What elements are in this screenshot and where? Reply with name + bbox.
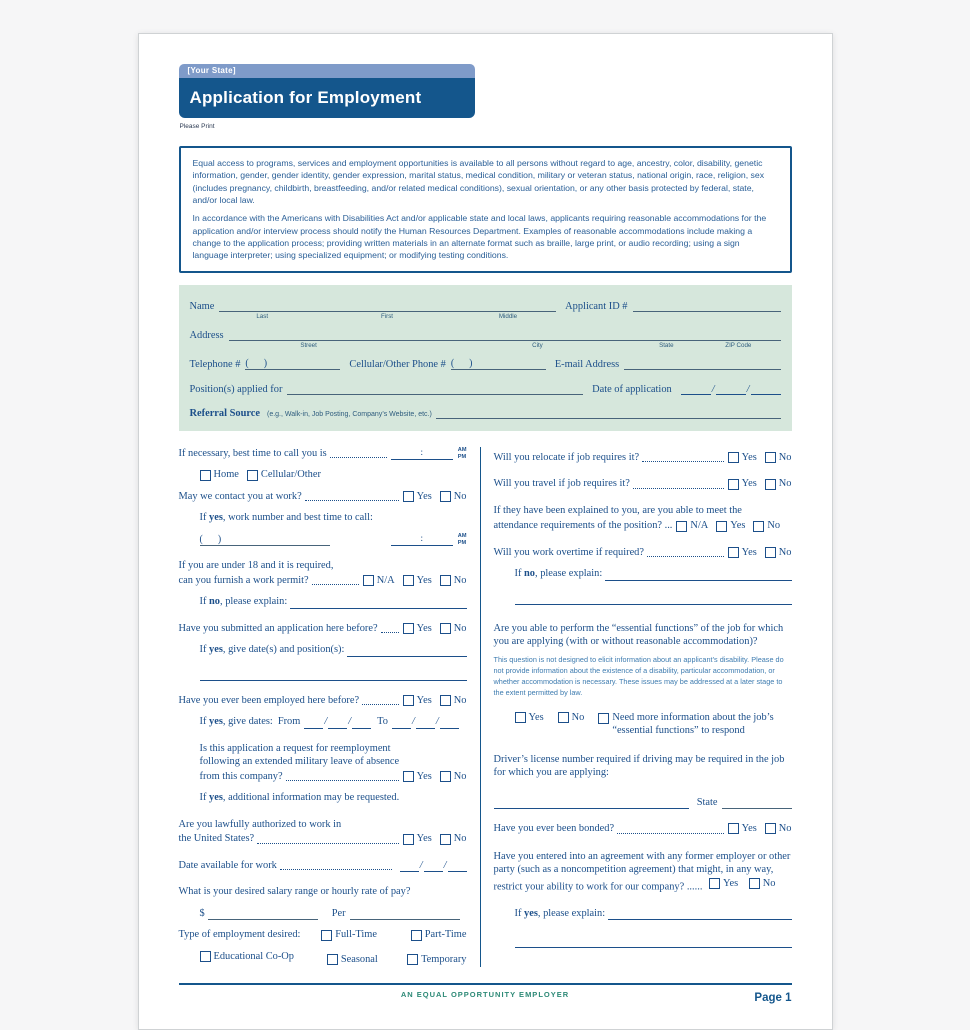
date-yy[interactable] bbox=[440, 716, 459, 729]
checkbox-icon[interactable] bbox=[765, 452, 776, 463]
option-label: No bbox=[767, 520, 781, 532]
checkbox-icon[interactable] bbox=[407, 954, 418, 965]
dotted-leader bbox=[330, 457, 387, 458]
checkbox-icon[interactable] bbox=[765, 547, 776, 558]
option-label: N/A bbox=[376, 574, 395, 586]
checkbox-icon[interactable] bbox=[440, 771, 451, 782]
option-yes[interactable] bbox=[709, 877, 738, 891]
option-label: No bbox=[778, 823, 792, 835]
pm-label: PM bbox=[457, 539, 467, 546]
checkbox-icon[interactable] bbox=[403, 834, 414, 845]
slash: / bbox=[443, 859, 447, 871]
applicant-id-field[interactable] bbox=[633, 300, 781, 312]
salary-field[interactable] bbox=[208, 908, 318, 920]
relocate-label: Will you relocate if job requires it? bbox=[493, 451, 640, 463]
equal-opportunity-text: AN EQUAL OPPORTUNITY EMPLOYER bbox=[400, 989, 570, 999]
bonded-label: Have you ever been bonded? bbox=[493, 823, 615, 835]
attendance-label: attendance requirements of the position? ... bbox=[493, 520, 673, 532]
to-label: To bbox=[377, 716, 388, 728]
option-no[interactable] bbox=[440, 770, 467, 784]
explain-field[interactable] bbox=[290, 596, 466, 609]
am-label: AM bbox=[457, 532, 467, 539]
lawful-line1: Are you lawfully authorized to work in bbox=[178, 818, 342, 830]
contact-work-label: May we contact you at work? bbox=[178, 490, 302, 502]
option-label: N/A bbox=[690, 520, 709, 532]
continuation-line[interactable] bbox=[200, 667, 467, 681]
option-cellular-other[interactable] bbox=[247, 468, 321, 482]
state-tab-label: [Your State] bbox=[187, 66, 236, 75]
option-na[interactable] bbox=[676, 519, 708, 533]
option-yes[interactable] bbox=[728, 477, 757, 491]
name-sub-first: First bbox=[380, 312, 394, 320]
continuation-line[interactable] bbox=[515, 934, 792, 948]
option-no[interactable] bbox=[765, 546, 792, 560]
option-yes[interactable] bbox=[716, 519, 745, 533]
page-title: Application for Employment bbox=[189, 88, 422, 107]
checkbox-icon[interactable] bbox=[753, 521, 764, 532]
if-yes-explain-row bbox=[515, 907, 792, 921]
travel-label: Will you travel if job requires it? bbox=[493, 478, 630, 490]
if-word: If bbox=[514, 568, 525, 580]
label-text: , work number and best time to call: bbox=[222, 512, 373, 524]
option-label: Educational Co-Op bbox=[213, 950, 295, 962]
equal-access-notice bbox=[179, 146, 792, 273]
notice-paragraph-1: Equal access to programs, services and employment opportunities is available to all persons without regard to age, ancestry, color, disability, genetic information, gender, gender identity, gender expression, marital status, medical condition, military or veteran status, national origin, race, religion, sex (includes pregnancy, childbirth, breastfeeding, and/or related medical conditions), sexual orientation, or any other basis protected by federal, state, and/or local law. bbox=[192, 158, 765, 206]
referral-field[interactable] bbox=[436, 407, 781, 419]
dotted-leader bbox=[381, 632, 399, 633]
option-yes[interactable] bbox=[403, 574, 432, 588]
yes-word: yes bbox=[209, 644, 223, 656]
option-label: No bbox=[762, 877, 776, 889]
checkbox-icon[interactable] bbox=[403, 575, 414, 586]
option-yes[interactable] bbox=[403, 622, 432, 636]
explain-field[interactable] bbox=[608, 907, 791, 920]
option-part-time[interactable] bbox=[411, 928, 467, 942]
name-field[interactable] bbox=[219, 300, 556, 320]
option-label: Part-Time bbox=[424, 929, 467, 941]
cellular-label: Cellular/Other Phone # bbox=[349, 358, 446, 370]
option-yes[interactable] bbox=[728, 451, 757, 465]
position-row bbox=[190, 382, 781, 395]
essential-options-row bbox=[515, 711, 792, 738]
referral-label: Referral Source bbox=[189, 407, 260, 419]
option-label: Yes bbox=[741, 451, 757, 463]
employment-type-row2 bbox=[179, 950, 467, 967]
submitted-before-label: Have you submitted an application here before? bbox=[178, 622, 378, 634]
option-no[interactable] bbox=[440, 622, 467, 636]
state-label: State bbox=[696, 796, 718, 808]
continuation-line[interactable] bbox=[515, 591, 792, 605]
date-dd[interactable] bbox=[424, 859, 443, 872]
referral-hint: (e.g., Walk-in, Job Posting, Company’s Website, etc.) bbox=[267, 410, 432, 418]
employed-before-label: Have you ever been employed here before? bbox=[178, 694, 360, 706]
colon: : bbox=[420, 447, 424, 458]
if-word: If bbox=[199, 644, 210, 656]
option-full-time[interactable] bbox=[321, 928, 403, 942]
option-label: Yes bbox=[416, 694, 432, 706]
option-label: No bbox=[453, 574, 467, 586]
option-label: Yes bbox=[741, 823, 757, 835]
option-label: Yes bbox=[730, 520, 746, 532]
drivers-license-question: Driver’s license number required if driving may be required in the job for which you are applying: bbox=[493, 753, 785, 779]
date-mm[interactable] bbox=[681, 382, 711, 395]
license-state-field[interactable] bbox=[722, 797, 792, 809]
option-seasonal[interactable] bbox=[327, 953, 399, 967]
checkbox-icon[interactable] bbox=[403, 771, 414, 782]
positions-field[interactable] bbox=[287, 383, 583, 395]
state-tab bbox=[179, 64, 475, 78]
to-date-field[interactable] bbox=[392, 715, 459, 729]
date-mm[interactable] bbox=[392, 716, 411, 729]
am-pm-label bbox=[458, 447, 467, 460]
yes-word: yes bbox=[209, 792, 223, 804]
dates-positions-field[interactable] bbox=[347, 644, 466, 657]
yes-word: yes bbox=[524, 907, 538, 919]
if-yes-additional-note bbox=[200, 791, 467, 805]
right-column bbox=[480, 447, 792, 967]
option-label: Cellular/Other bbox=[260, 469, 321, 481]
option-label: Yes bbox=[416, 833, 432, 845]
noncompete-label: Have you entered into an agreement with any former employer or other party (such as a noncompetition agreement) that might, in any way, restrict your ability to work for our company? ...... bbox=[493, 850, 791, 892]
dotted-leader bbox=[647, 556, 724, 557]
under-18-question bbox=[179, 559, 467, 587]
dotted-leader bbox=[280, 869, 392, 870]
date-yy[interactable] bbox=[352, 716, 371, 729]
essential-functions-note: This question is not designed to elicit information about an applicant’s disability. Please do not provide information about the existence of a disability, particular accommodation, or whether accommodation is necessary. These issues may be addressed at a later stage to the extent permitted by law. bbox=[493, 654, 784, 697]
checkbox-icon[interactable] bbox=[247, 470, 258, 481]
dotted-leader bbox=[305, 500, 399, 501]
name-label: Name bbox=[189, 300, 215, 312]
date-dd[interactable] bbox=[716, 382, 746, 395]
checkbox-icon[interactable] bbox=[558, 712, 569, 723]
option-label: Need more information about the job’s “essential functions” to respond bbox=[612, 711, 774, 737]
address-sub-street: Street bbox=[300, 341, 317, 349]
option-no[interactable] bbox=[440, 490, 467, 504]
reemployment-label: from this company? bbox=[199, 770, 283, 782]
checkbox-icon[interactable] bbox=[403, 491, 414, 502]
option-label: Seasonal bbox=[340, 954, 378, 966]
option-label: No bbox=[453, 770, 467, 782]
slash: / bbox=[435, 716, 439, 728]
option-label: No bbox=[778, 451, 792, 463]
checkbox-icon[interactable] bbox=[765, 823, 776, 834]
from-label: From bbox=[277, 716, 301, 728]
label-text: , additional information may be requested. bbox=[222, 792, 400, 804]
if-yes-dates-row bbox=[200, 715, 467, 729]
questions-columns bbox=[179, 447, 792, 967]
address-row bbox=[189, 329, 781, 349]
option-label: No bbox=[453, 694, 467, 706]
checkbox-icon[interactable] bbox=[327, 954, 338, 965]
checkbox-icon[interactable] bbox=[440, 491, 451, 502]
attendance-line1: If they have been explained to you, are you able to meet the bbox=[493, 504, 742, 516]
option-yes[interactable] bbox=[403, 490, 432, 504]
if-word: If bbox=[199, 596, 210, 608]
option-temporary[interactable] bbox=[407, 953, 466, 967]
checkbox-icon[interactable] bbox=[515, 712, 526, 723]
date-dd[interactable] bbox=[416, 716, 435, 729]
footer bbox=[179, 989, 792, 1011]
label-text: , please explain: bbox=[535, 568, 603, 580]
reemployment-line3 bbox=[200, 770, 467, 784]
date-dd[interactable] bbox=[328, 716, 347, 729]
option-label: No bbox=[778, 546, 792, 558]
label-text: , give date(s) and position(s): bbox=[222, 644, 345, 656]
if-word: If bbox=[199, 512, 210, 524]
work-number-row bbox=[200, 533, 467, 546]
overtime-row bbox=[494, 546, 792, 560]
checkbox-icon[interactable] bbox=[363, 575, 374, 586]
best-time-row bbox=[179, 447, 467, 461]
checkbox-icon[interactable] bbox=[403, 623, 414, 634]
from-date-field[interactable] bbox=[304, 715, 371, 729]
footer-rule bbox=[179, 983, 792, 985]
dollar-sign: $ bbox=[199, 907, 205, 919]
per-field[interactable] bbox=[350, 908, 460, 920]
lawful-line2 bbox=[179, 832, 467, 846]
option-label: Yes bbox=[416, 574, 432, 586]
option-yes[interactable] bbox=[515, 711, 544, 725]
option-yes[interactable] bbox=[403, 770, 432, 784]
checkbox-icon[interactable] bbox=[440, 575, 451, 586]
option-no[interactable] bbox=[765, 477, 792, 491]
option-no[interactable] bbox=[765, 822, 792, 836]
checkbox-icon[interactable] bbox=[765, 479, 776, 490]
phone-row bbox=[190, 358, 781, 370]
option-home[interactable] bbox=[200, 468, 239, 482]
lawful-label: the United States? bbox=[178, 833, 255, 845]
date-yy[interactable] bbox=[751, 382, 781, 395]
am-label: AM bbox=[457, 446, 467, 453]
submitted-before-row bbox=[179, 622, 467, 636]
checkbox-icon[interactable] bbox=[321, 930, 332, 941]
application-form-page bbox=[138, 33, 833, 1030]
option-label: Yes bbox=[741, 478, 757, 490]
email-label: E-mail Address bbox=[554, 358, 620, 370]
option-label: Yes bbox=[416, 490, 432, 502]
name-sub-last: Last bbox=[256, 312, 269, 320]
am-pm-label bbox=[458, 533, 467, 546]
slash: / bbox=[419, 859, 423, 871]
license-row bbox=[494, 796, 792, 810]
address-label: Address bbox=[189, 329, 224, 341]
option-no[interactable] bbox=[749, 877, 776, 891]
option-label: Yes bbox=[741, 546, 757, 558]
address-sub-zip: ZIP Code bbox=[725, 341, 752, 349]
title-bar bbox=[179, 78, 475, 118]
if-no-explain-row bbox=[515, 567, 792, 581]
date-of-application-field[interactable] bbox=[681, 382, 781, 395]
option-label: No bbox=[453, 622, 467, 634]
checkbox-icon[interactable] bbox=[440, 834, 451, 845]
cellular-field[interactable]: ( ) bbox=[451, 358, 546, 370]
option-label: No bbox=[453, 833, 467, 845]
date-of-application-label: Date of application bbox=[592, 383, 672, 395]
option-label: Temporary bbox=[421, 954, 467, 966]
option-no[interactable] bbox=[765, 451, 792, 465]
option-no[interactable] bbox=[558, 711, 585, 725]
checkbox-icon[interactable] bbox=[200, 470, 211, 481]
per-label: Per bbox=[331, 907, 346, 919]
contact-work-row bbox=[179, 490, 467, 504]
slash: / bbox=[711, 383, 715, 395]
yes-word: yes bbox=[209, 716, 223, 728]
explain-field[interactable] bbox=[605, 568, 791, 581]
reemployment-line1: Is this application a request for reemployment bbox=[199, 742, 391, 754]
under-18-line2 bbox=[179, 574, 467, 588]
option-label: Yes bbox=[723, 877, 739, 889]
checkbox-icon[interactable] bbox=[728, 547, 739, 558]
option-no[interactable] bbox=[440, 694, 467, 708]
best-time-label: If necessary, best time to call you is bbox=[178, 447, 327, 459]
option-no[interactable] bbox=[440, 574, 467, 588]
dotted-leader bbox=[257, 843, 399, 844]
bonded-row bbox=[494, 822, 792, 836]
telephone-label: Telephone # bbox=[189, 358, 241, 370]
please-print-note: Please Print bbox=[179, 123, 215, 130]
option-label: Yes bbox=[528, 711, 544, 723]
work-time-field[interactable] bbox=[391, 533, 453, 546]
label-text: , please explain: bbox=[537, 907, 606, 919]
dotted-leader bbox=[633, 488, 724, 489]
reemployment-question bbox=[200, 742, 467, 784]
name-row bbox=[189, 300, 781, 320]
checkbox-icon[interactable] bbox=[411, 930, 422, 941]
checkbox-icon[interactable] bbox=[749, 878, 760, 889]
left-column bbox=[179, 447, 480, 967]
attendance-line2 bbox=[494, 519, 792, 533]
employment-type-label: Type of employment desired: bbox=[178, 929, 301, 941]
dotted-leader bbox=[642, 461, 724, 462]
colon: : bbox=[420, 533, 424, 544]
option-label: Home bbox=[213, 469, 239, 481]
salary-row bbox=[200, 907, 467, 921]
date-available-row bbox=[179, 859, 467, 873]
date-available-label: Date available for work bbox=[178, 859, 277, 871]
option-yes[interactable] bbox=[403, 832, 432, 846]
checkbox-icon[interactable] bbox=[440, 623, 451, 634]
checkbox-icon[interactable] bbox=[728, 823, 739, 834]
overtime-label: Will you work overtime if required? bbox=[493, 546, 644, 558]
under-18-label: can you furnish a work permit? bbox=[178, 574, 309, 586]
if-no-explain-row bbox=[200, 595, 467, 609]
slash: / bbox=[411, 716, 415, 728]
if-word: If bbox=[514, 907, 525, 919]
best-time-field[interactable] bbox=[391, 447, 453, 460]
if-word: If bbox=[199, 792, 210, 804]
option-educational-coop[interactable] bbox=[200, 950, 295, 964]
checkbox-icon[interactable] bbox=[728, 479, 739, 490]
checkbox-icon[interactable] bbox=[200, 951, 211, 962]
noncompete-question bbox=[494, 850, 792, 894]
attendance-question bbox=[494, 504, 792, 533]
applicant-id-label: Applicant ID # bbox=[565, 300, 628, 312]
option-label: Full-Time bbox=[335, 929, 377, 941]
email-field[interactable] bbox=[624, 358, 780, 370]
page-number: Page 1 bbox=[754, 991, 792, 1004]
dotted-leader bbox=[312, 584, 359, 585]
dotted-leader bbox=[362, 704, 399, 705]
checkbox-icon[interactable] bbox=[403, 695, 414, 706]
personal-info-section bbox=[179, 285, 792, 431]
label-text: , please explain: bbox=[220, 596, 288, 608]
work-number-field[interactable]: ( ) bbox=[200, 534, 330, 546]
name-sub-middle: Middle bbox=[498, 312, 518, 320]
if-yes-work-number-label bbox=[200, 511, 467, 525]
option-label: No bbox=[571, 711, 585, 723]
date-available-field[interactable] bbox=[400, 859, 467, 873]
license-number-field[interactable] bbox=[494, 796, 689, 809]
pm-label: PM bbox=[457, 453, 467, 460]
checkbox-icon[interactable] bbox=[676, 521, 687, 532]
relocate-row bbox=[494, 451, 792, 465]
under-18-line1: If you are under 18 and it is required, bbox=[178, 560, 334, 572]
if-word: If bbox=[199, 716, 210, 728]
option-yes[interactable] bbox=[728, 822, 757, 836]
address-field[interactable] bbox=[229, 329, 781, 349]
no-word: no bbox=[209, 596, 221, 608]
reemployment-line2: following an extended military leave of absence bbox=[199, 756, 400, 768]
telephone-field[interactable]: ( ) bbox=[245, 358, 340, 370]
essential-functions-question: Are you able to perform the “essential functions” of the job for which you are applying (with or without reasonable accommodation)? bbox=[493, 622, 784, 648]
if-yes-dates-positions-row bbox=[200, 643, 467, 657]
travel-row bbox=[494, 477, 792, 491]
checkbox-icon[interactable] bbox=[598, 713, 609, 724]
slash: / bbox=[348, 716, 352, 728]
option-yes[interactable] bbox=[728, 546, 757, 560]
option-no[interactable] bbox=[440, 832, 467, 846]
option-label: Yes bbox=[416, 622, 432, 634]
checkbox-icon[interactable] bbox=[728, 452, 739, 463]
lawfully-authorized-question bbox=[179, 818, 467, 846]
date-mm[interactable] bbox=[400, 859, 419, 872]
employed-before-row bbox=[179, 694, 467, 708]
address-sub-state: State bbox=[659, 341, 674, 349]
salary-question: What is your desired salary range or hourly rate of pay? bbox=[178, 886, 411, 898]
option-yes[interactable] bbox=[403, 694, 432, 708]
checkbox-icon[interactable] bbox=[440, 695, 451, 706]
referral-row bbox=[190, 407, 781, 419]
no-word: no bbox=[524, 568, 536, 580]
notice-paragraph-2: In accordance with the Americans with Disabilities Act and/or applicable state and local laws, applicants requiring reasonable accommodations for the application and/or interview process should notify the Human Resources Department. Examples of reasonable accommodations include making a change to the application process; providing written materials in an alternate format such as braille, large print, or audio recording; using a sign language interpreter; using specialized equipment; or modifying testing conditions. bbox=[192, 213, 767, 261]
checkbox-icon[interactable] bbox=[709, 878, 720, 889]
phone-type-options bbox=[200, 468, 467, 482]
date-mm[interactable] bbox=[304, 716, 323, 729]
dotted-leader bbox=[286, 780, 399, 781]
address-sub-city: City bbox=[532, 341, 543, 349]
checkbox-icon[interactable] bbox=[716, 521, 727, 532]
date-yy[interactable] bbox=[448, 859, 467, 872]
employment-type-row1 bbox=[179, 928, 467, 942]
option-na[interactable] bbox=[363, 574, 395, 588]
label-text: , give dates: bbox=[222, 716, 273, 728]
dotted-leader bbox=[617, 833, 724, 834]
positions-label: Position(s) applied for bbox=[189, 383, 283, 395]
option-label: No bbox=[453, 490, 467, 502]
slash: / bbox=[324, 716, 328, 728]
option-label: Yes bbox=[416, 770, 432, 782]
option-label: No bbox=[778, 478, 792, 490]
slash: / bbox=[746, 383, 750, 395]
yes-word: yes bbox=[209, 512, 223, 524]
option-need-more-info[interactable] bbox=[598, 711, 788, 738]
option-no[interactable] bbox=[753, 519, 780, 533]
